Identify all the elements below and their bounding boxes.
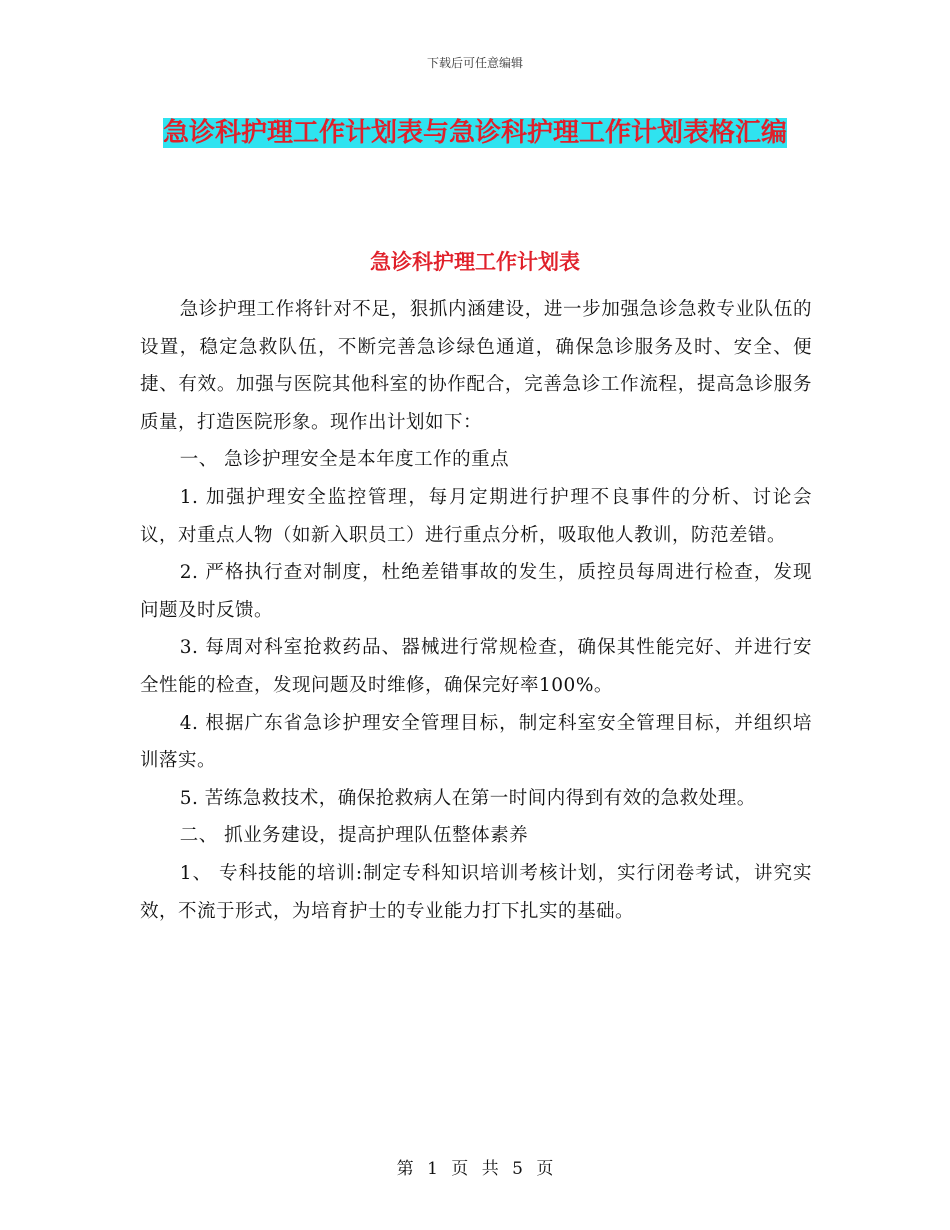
paragraph: 1. 加强护理安全监控管理，每月定期进行护理不良事件的分析、讨论会议，对重点人物（如新入职员工）进行重点分析，吸取他人教训，防范差错。 <box>140 486 812 546</box>
paragraph: 急诊护理工作将针对不足，狠抓内涵建设，进一步加强急诊急救专业队伍的设置，稳定急救队伍，不断完善急诊绿色通道，确保急诊服务及时、安全、便捷、有效。加强与医院其他科室的协作配合，完善急诊工作流程，提高急诊服务质量，打造医院形象。现作出计划如下： <box>140 299 812 433</box>
header-note: 下载后可任意编辑 <box>426 56 523 70</box>
body-text <box>140 291 812 930</box>
document-title-text: 急诊科护理工作计划表与急诊科护理工作计划表格汇编 <box>162 118 787 148</box>
document-title <box>140 110 810 156</box>
paragraph: 2. 严格执行查对制度，杜绝差错事故的发生，质控员每周进行检查，发现问题及时反馈。 <box>140 562 812 621</box>
paragraph: 4. 根据广东省急诊护理安全管理目标，制定科室安全管理目标，并组织培训落实。 <box>140 712 812 772</box>
section-title: 急诊科护理工作计划表 <box>370 250 580 274</box>
paragraph: 1、 专科技能的培训:制定专科知识培训考核计划，实行闭卷考试，讲究实效，不流于形式，为培育护士的专业能力打下扎实的基础。 <box>140 862 812 922</box>
paragraph: 3. 每周对科室抢救药品、器械进行常规检查，确保其性能完好、并进行安全性能的检查，发现问题及时维修，确保完好率100%。 <box>140 637 812 696</box>
paragraph: 二、 抓业务建设，提高护理队伍整体素养 <box>179 825 529 847</box>
paragraph: 5. 苦练急救技术，确保抢救病人在第一时间内得到有效的急救处理。 <box>179 787 756 809</box>
paragraph: 一、 急诊护理安全是本年度工作的重点 <box>179 449 510 471</box>
page-footer: 第 1 页 共 5 页 <box>396 1159 554 1179</box>
